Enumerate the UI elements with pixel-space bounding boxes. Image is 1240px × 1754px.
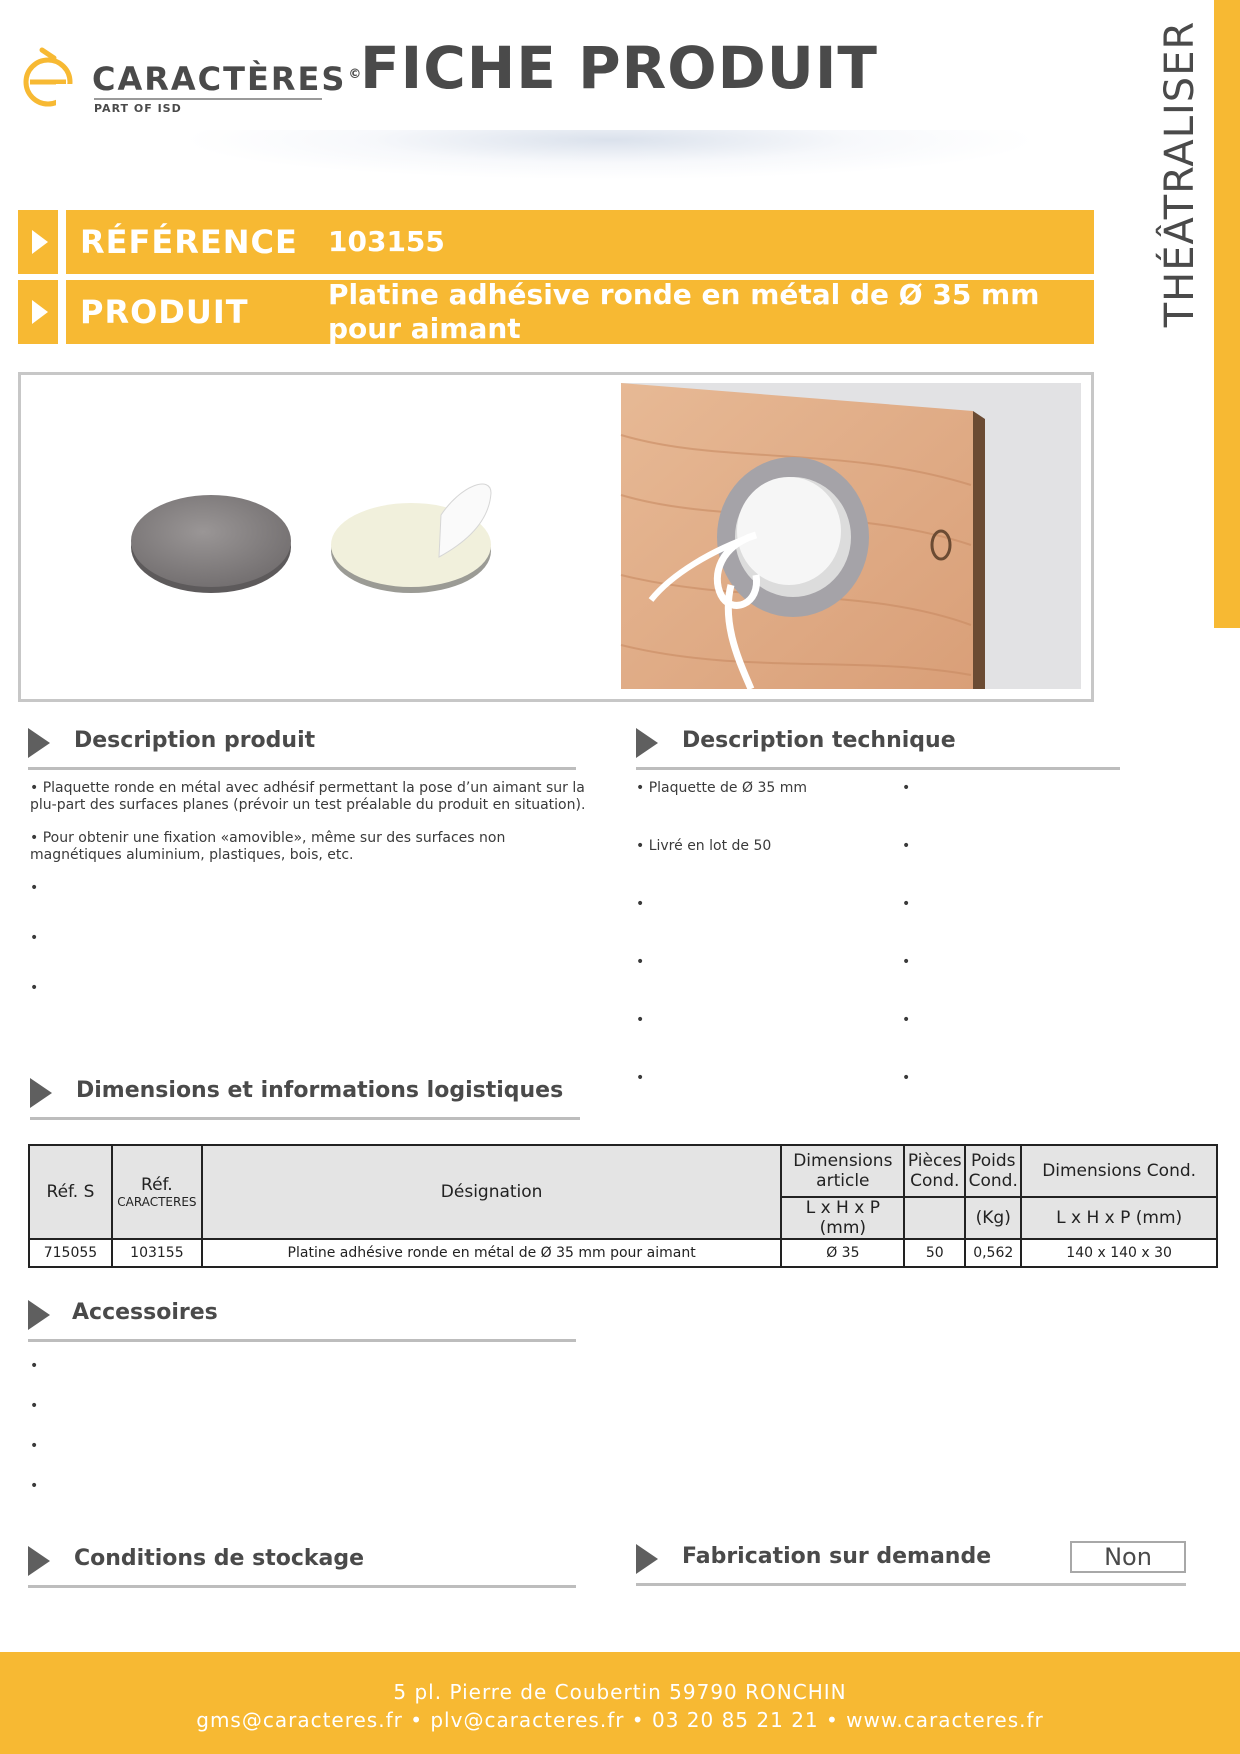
tech-spec-item: • Plaquette de Ø 35 mm (636, 780, 807, 796)
section-rule (30, 1117, 580, 1120)
section-rule (636, 767, 1120, 770)
col-header-ref-s: Réf. S (29, 1145, 112, 1239)
section-logistique (30, 1070, 580, 1120)
section-arrow-icon (636, 728, 658, 758)
product-image-frame (18, 372, 1094, 702)
adhesive-disc-image (331, 484, 491, 593)
col-subheader-dim-article-unit: L x H x P (mm) (781, 1197, 904, 1239)
tech-spec-item: • (902, 838, 911, 854)
col-header-dim-article: Dimensions article (781, 1145, 904, 1197)
reference-value: 103155 (328, 225, 445, 258)
cell-ref-s: 715055 (29, 1239, 112, 1267)
accessory-item: • (30, 1478, 39, 1494)
page-title: FICHE PRODUIT (360, 34, 878, 102)
footer-address: 5 pl. Pierre de Coubertin 59790 RONCHIN (393, 1680, 847, 1704)
tech-spec-item: • (902, 1012, 911, 1028)
section-arrow-icon (30, 1078, 52, 1108)
col-header-designation: Désignation (202, 1145, 782, 1239)
empty-bullet: • (30, 880, 39, 896)
reference-arrow-box (18, 210, 58, 274)
brand-tagline: PART OF ISD (94, 102, 182, 115)
col-header-dim-cond: Dimensions Cond. (1021, 1145, 1217, 1197)
section-title: Conditions de stockage (74, 1546, 365, 1571)
logo-divider (94, 98, 322, 100)
tech-spec-item: • (636, 1070, 645, 1086)
section-arrow-icon (28, 728, 50, 758)
side-accent-bar (1214, 0, 1240, 628)
section-title: Accessoires (72, 1300, 218, 1325)
tech-spec-item: • (636, 896, 645, 912)
section-stockage (28, 1538, 576, 1588)
section-arrow-icon (28, 1300, 50, 1330)
tech-spec-item: • (902, 896, 911, 912)
caracteres-logo-icon (16, 44, 82, 110)
product-row (18, 280, 1094, 344)
section-rule (636, 1583, 1186, 1586)
description-paragraph-1: • Plaquette ronde en métal avec adhésif permettant la pose d’un aimant sur la plu-part des surfaces planes (prévoir un test préalable du produit en situation). (30, 780, 586, 813)
empty-bullet: • (30, 980, 39, 996)
col-header-ref-caracteres: Réf. CARACTERES (112, 1145, 202, 1239)
section-rule (28, 767, 576, 770)
table-row (29, 1239, 1217, 1267)
tech-spec-item: • (636, 954, 645, 970)
cell-dim-article: Ø 35 (781, 1239, 904, 1267)
logistics-table (28, 1144, 1218, 1268)
cell-pieces: 50 (904, 1239, 965, 1267)
side-category-label: THÉÂTRALISER (1157, 20, 1203, 328)
col-header-poids: Poids Cond. (965, 1145, 1021, 1197)
play-arrow-icon (32, 230, 48, 254)
play-arrow-icon (32, 300, 48, 324)
tech-spec-item: • (902, 954, 911, 970)
product-value: Platine adhésive ronde en métal de Ø 35 mm pour aimant (328, 278, 1040, 345)
section-description-produit (28, 720, 576, 770)
product-arrow-box (18, 280, 58, 344)
reference-label: RÉFÉRENCE (80, 223, 298, 261)
tech-spec-item: • (902, 780, 911, 796)
description-paragraph-2: • Pour obtenir une fixation «amovible», même sur des surfaces non magnétiques aluminium, plastiques, bois, etc. (30, 830, 506, 863)
footer (0, 1652, 1240, 1754)
tech-spec-item: • (636, 1012, 645, 1028)
cell-dim-cond: 140 x 140 x 30 (1021, 1239, 1217, 1267)
section-rule (28, 1585, 576, 1588)
col-subheader-pieces-empty (904, 1197, 965, 1239)
section-accessoires (28, 1292, 576, 1342)
tech-spec-item: • (902, 1070, 911, 1086)
col-subheader-poids-unit: (Kg) (965, 1197, 1021, 1239)
cell-ref-caracteres: 103155 (112, 1239, 202, 1267)
section-description-technique (636, 720, 1120, 770)
brand-logo (16, 44, 364, 124)
section-arrow-icon (28, 1546, 50, 1576)
col-header-pieces: Pièces Cond. (904, 1145, 965, 1197)
section-rule (28, 1339, 576, 1342)
header-shadow (180, 130, 1040, 180)
accessory-item: • (30, 1398, 39, 1414)
metal-disc-image (131, 495, 291, 593)
section-title: Description produit (74, 728, 316, 753)
product-photos (21, 375, 1091, 699)
fabrication-value-box: Non (1070, 1541, 1186, 1573)
col-subheader-dim-cond-unit: L x H x P (mm) (1021, 1197, 1217, 1239)
tech-spec-item: • Livré en lot de 50 (636, 838, 772, 854)
application-photo (621, 383, 1081, 689)
section-title: Description technique (682, 728, 956, 753)
brand-name: CARACTÈRES © (92, 60, 364, 98)
product-label: PRODUIT (80, 293, 249, 331)
section-title: Fabrication sur demande (682, 1544, 992, 1569)
cell-designation: Platine adhésive ronde en métal de Ø 35 mm pour aimant (202, 1239, 782, 1267)
section-arrow-icon (636, 1544, 658, 1574)
reference-row (18, 210, 1094, 274)
footer-contact: gms@caracteres.fr • plv@caracteres.fr • 03 20 85 21 21 • www.caracteres.fr (196, 1708, 1044, 1732)
empty-bullet: • (30, 930, 39, 946)
accessory-item: • (30, 1438, 39, 1454)
accessory-item: • (30, 1358, 39, 1374)
section-title: Dimensions et informations logistiques (76, 1078, 564, 1103)
cell-poids: 0,562 (965, 1239, 1021, 1267)
